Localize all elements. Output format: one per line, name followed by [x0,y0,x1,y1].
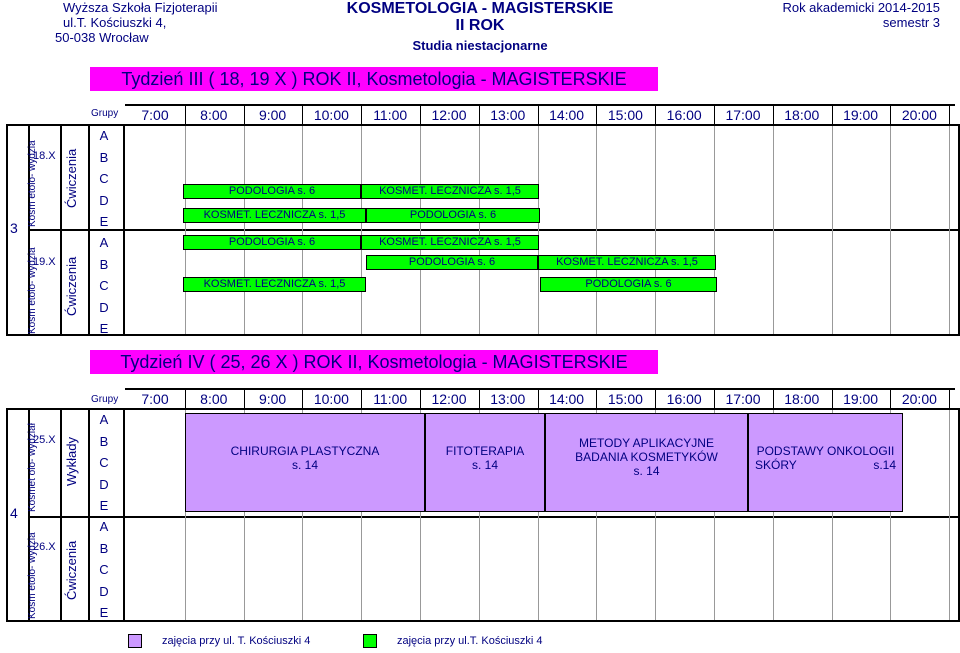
week4-day1-date: 25.X [33,434,56,446]
time-header: 13:00 [490,107,526,123]
page-subtitle: II ROK [455,17,505,34]
time-header: 19:00 [843,391,879,407]
week3-day1-side: Kosm etolo- wydzia [27,140,38,227]
class-kosmet-lecznicza: KOSMET. LECZNICZA s. 1,5 [538,255,716,270]
group-label: D [99,192,109,208]
time-header: 8:00 [200,107,228,123]
time-header: 10:00 [313,107,349,123]
class-kosmet-lecznicza: KOSMET. LECZNICZA s. 1,5 [361,235,539,250]
group-label: A [99,519,109,534]
time-header: 11:00 [373,107,408,123]
lecture-fitoterapia: FITOTERAPIA s. 14 [425,413,545,512]
time-header: 20:00 [901,391,937,407]
class-podologia: PODOLOGIA s. 6 [183,184,361,199]
time-header: 14:00 [549,391,585,407]
group-label: E [99,498,109,513]
group-label: C [99,278,109,293]
time-header: 18:00 [784,391,820,407]
grupy-label: Grupy [91,108,119,119]
week4-day1-type: Wykłady [64,436,79,486]
grupy-label: Grupy [91,394,119,405]
week4-day2-type: Ćwiczenia [64,540,79,600]
time-header: 19:00 [843,107,879,123]
group-label: D [99,299,109,315]
class-podologia: PODOLOGIA s. 6 [366,208,540,223]
time-header: 18:00 [784,107,820,123]
group-label: A [99,412,109,427]
week4-day1-side: Kosmet olo- wydział [27,423,38,512]
week4-number: 4 [10,505,18,521]
study-mode: Studia niestacjonarne [412,38,548,53]
time-header: 14:00 [549,107,585,123]
week3-number: 3 [10,220,18,236]
group-label: B [99,433,109,449]
group-label: B [99,149,109,165]
week3-day2-side: Kosm etolo- wydzia [27,247,38,334]
week3-day1-date: 18.X [33,150,56,162]
week4-banner: Tydzień IV ( 25, 26 X ) ROK II, Kosmetologia - MAGISTERSKIE [90,350,658,374]
week3-day1-type: Ćwiczenia [64,148,79,208]
group-label: E [99,321,109,336]
class-kosmet-lecznicza: KOSMET. LECZNICZA s. 1,5 [183,277,366,292]
time-header: 12:00 [431,107,467,123]
group-label: E [99,605,109,620]
time-header: 12:00 [431,391,467,407]
time-header: 11:00 [373,391,408,407]
week4-day2-side: Kosm etolo- wydzia [27,532,38,619]
time-header: 9:00 [258,107,287,123]
legend-purple-label: zajęcia przy ul. T. Kościuszki 4 [162,635,311,647]
lecture-podstawy-onkologii: PODSTAWY ONKOLOGII SKÓRY s.14 [748,413,903,512]
lecture-chirurgia-plastyczna: CHIRURGIA PLASTYCZNA s. 14 [185,413,425,512]
legend-green-label: zajęcia przy ul.T. Kościuszki 4 [397,635,543,647]
class-kosmet-lecznicza: KOSMET. LECZNICZA s. 1,5 [183,208,366,223]
time-header: 15:00 [607,391,643,407]
class-kosmet-lecznicza: KOSMET. LECZNICZA s. 1,5 [361,184,539,199]
group-label: C [99,455,109,470]
week3-banner: Tydzień III ( 18, 19 X ) ROK II, Kosmetologia - MAGISTERSKIE [90,67,658,91]
class-podologia: PODOLOGIA s. 6 [540,277,717,292]
time-header: 7:00 [141,391,169,407]
school-address-street: ul.T. Kościuszki 4, [63,15,167,30]
time-header: 15:00 [607,107,643,123]
time-header: 7:00 [141,107,169,123]
group-label: A [99,235,109,250]
group-label: A [99,128,109,143]
time-header: 17:00 [725,107,761,123]
page-title: KOSMETOLOGIA - MAGISTERSKIE [346,0,614,17]
class-podologia: PODOLOGIA s. 6 [183,235,361,250]
legend-green-swatch [363,634,377,648]
group-label: B [99,256,109,272]
week3-day2-type: Ćwiczenia [64,256,79,316]
group-label: E [99,214,109,229]
time-header: 16:00 [666,391,702,407]
time-header: 20:00 [901,107,937,123]
time-header: 8:00 [200,391,228,407]
time-header: 13:00 [490,391,526,407]
school-name: Wyższa Szkoła Fizjoterapii [63,0,218,15]
class-podologia: PODOLOGIA s. 6 [366,255,538,270]
group-label: D [99,476,109,492]
week3-day2-date: 19.X [33,256,56,268]
time-header: 9:00 [258,391,287,407]
group-label: C [99,171,109,186]
legend-purple-swatch [128,634,142,648]
time-header: 16:00 [666,107,702,123]
group-label: B [99,540,109,556]
week4-day2-date: 26.X [33,541,56,553]
group-label: D [99,583,109,599]
lecture-metody-aplikacyjne: METODY APLIKACYJNE BADANIA KOSMETYKÓW s. 14 [545,413,748,512]
group-label: C [99,562,109,577]
school-address-city: 50-038 Wrocław [55,30,149,45]
semester: semestr 3 [882,15,940,30]
time-header: 17:00 [725,391,761,407]
academic-year: Rok akademicki 2014-2015 [782,0,940,15]
time-header: 10:00 [313,391,349,407]
